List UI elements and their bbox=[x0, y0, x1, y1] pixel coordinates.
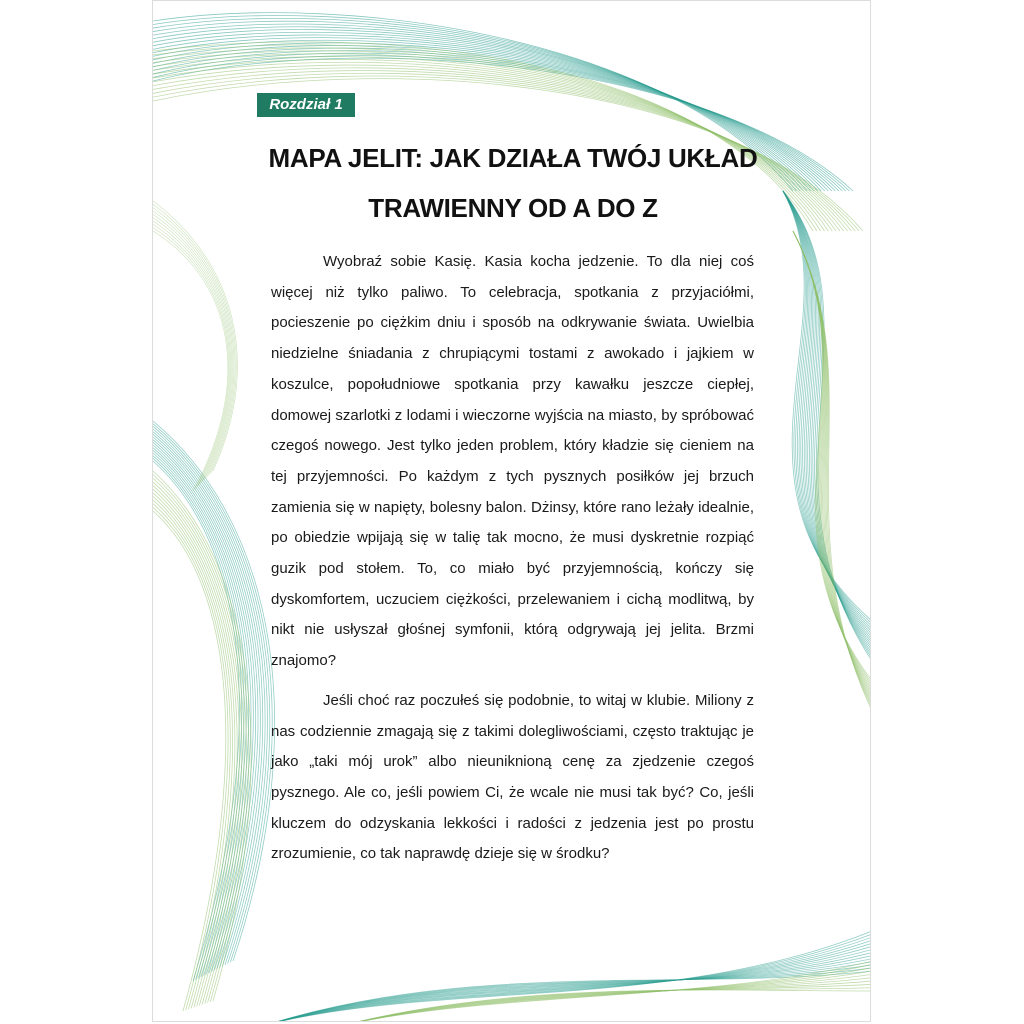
chapter-title-line-2: TRAWIENNY OD A DO Z bbox=[368, 193, 658, 223]
paragraph-2: Jeśli choć raz poczułeś się podobnie, to witaj w klubie. Miliony z nas codziennie zmagają się z takimi dolegliwościami, często traktując je jako „taki mój urok” albo nieuniknioną cenę za zjedzenie czegoś pysznego. Ale co, jeśli powiem Ci, że wcale nie musi tak być? Co, jeśli kluczem do odzyskania lekkości i radości z jedzenia jest po prostu zrozumienie, co tak naprawdę dzieje się w środku? bbox=[271, 691, 754, 863]
chapter-title bbox=[253, 133, 773, 233]
chapter-badge: Rozdział 1 bbox=[257, 93, 355, 117]
body-text bbox=[271, 247, 754, 879]
chapter-title-line-1: MAPA JELIT: JAK DZIAŁA TWÓJ UKŁAD bbox=[268, 143, 758, 173]
paragraph-1: Wyobraź sobie Kasię. Kasia kocha jedzenie. To dla niej coś więcej niż tylko paliwo. To celebracja, spotkania z przyjaciółmi, pocieszenie po ciężkim dniu i sposób na odkrywanie świata. Uwielbia niedzielne śniadania z chrupiącymi tostami z awokado i jajkiem w koszulce, popołudniowe spotkania przy kawałku jeszcze ciepłej, domowej szarlotki z lodami i wieczorne wyjścia na miasto, by spróbować czegoś nowego. Jest tylko jeden problem, który kładzie się cieniem na tej przyjemności. Po każdym z tych pysznych posiłków jej brzuch zamienia się w napięty, bolesny balon. Dżinsy, które rano leżały idealnie, po obiedzie wpijają się w talię tak mocno, że musi dyskretnie rozpiąć guzik pod stołem. To, co miało być przyjemnością, kończy się dyskomfortem, uczuciem ciężkości, przelewaniem i cichą modlitwą, by nikt nie usłyszał głośnej symfonii, którą odgrywają jej jelita. Brzmi znajomo? bbox=[271, 253, 754, 670]
document-page bbox=[152, 0, 871, 1022]
